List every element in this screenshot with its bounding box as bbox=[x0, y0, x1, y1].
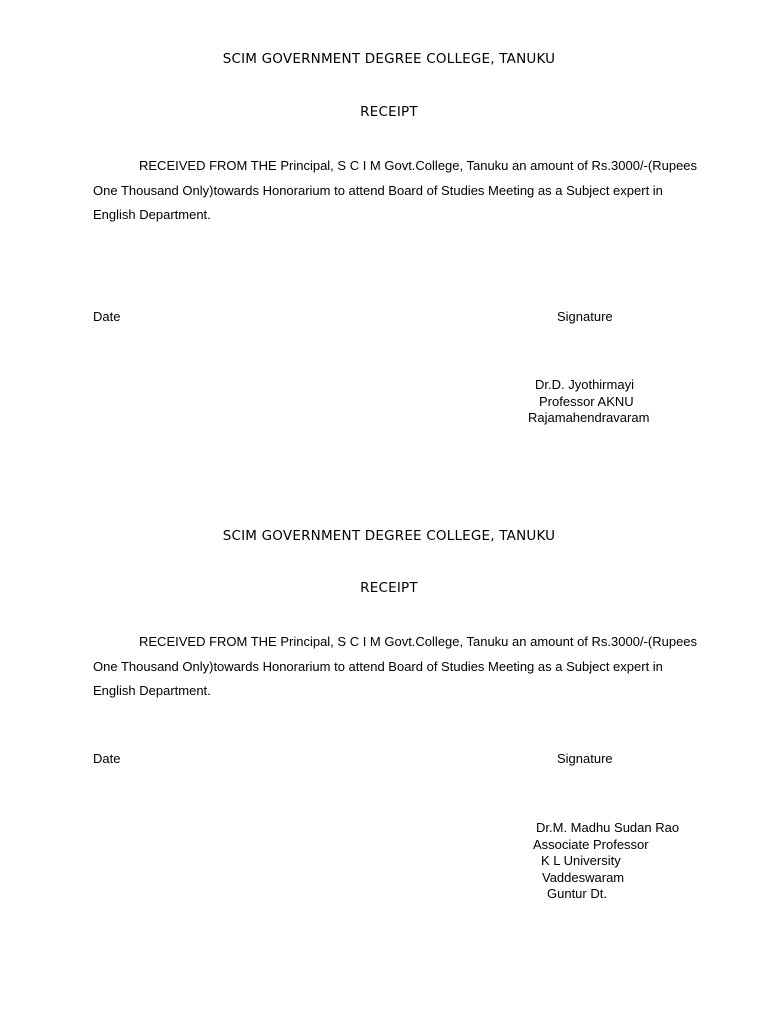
signatory-university: K L University bbox=[541, 853, 621, 869]
college-title: SCIM GOVERNMENT DEGREE COLLEGE, TANUKU bbox=[222, 51, 556, 67]
signature-label: Signature bbox=[557, 751, 613, 766]
signatory-name: Dr.M. Madhu Sudan Rao bbox=[536, 820, 680, 835]
receipt-body bbox=[93, 630, 698, 704]
body-line: English Department. bbox=[93, 683, 211, 698]
body-line: RECEIVED FROM THE Principal, S C I M Govt.College, Tanuku an amount of Rs.3000/-(Rupees bbox=[139, 634, 698, 649]
signatory-title: Associate Professor bbox=[533, 836, 649, 852]
body-line: RECEIVED FROM THE Principal, S C I M Govt.College, Tanuku an amount of Rs.3000/-(Rupees bbox=[139, 158, 698, 173]
receipt-body bbox=[93, 154, 698, 228]
signature-label: Signature bbox=[557, 309, 613, 324]
signatory-district: Guntur Dt. bbox=[547, 886, 607, 902]
signatory-block bbox=[533, 820, 679, 903]
signatory-block bbox=[528, 377, 649, 427]
receipt-heading: RECEIPT bbox=[360, 580, 418, 596]
body-line: One Thousand Only)towards Honorarium to attend Board of Studies Meeting as a Subject expert in bbox=[93, 182, 663, 198]
body-line: One Thousand Only)towards Honorarium to attend Board of Studies Meeting as a Subject expert in bbox=[93, 658, 663, 674]
date-label: Date bbox=[93, 309, 121, 324]
receipt-heading: RECEIPT bbox=[360, 104, 418, 120]
date-label: Date bbox=[93, 751, 121, 766]
signatory-location: Rajamahendravaram bbox=[528, 410, 650, 426]
signatory-title: Professor AKNU bbox=[539, 393, 634, 409]
signatory-name: Dr.D. Jyothirmayi bbox=[535, 377, 634, 392]
signatory-location: Vaddeswaram bbox=[542, 869, 625, 885]
body-line: English Department. bbox=[93, 207, 211, 222]
college-title: SCIM GOVERNMENT DEGREE COLLEGE, TANUKU bbox=[222, 528, 556, 544]
